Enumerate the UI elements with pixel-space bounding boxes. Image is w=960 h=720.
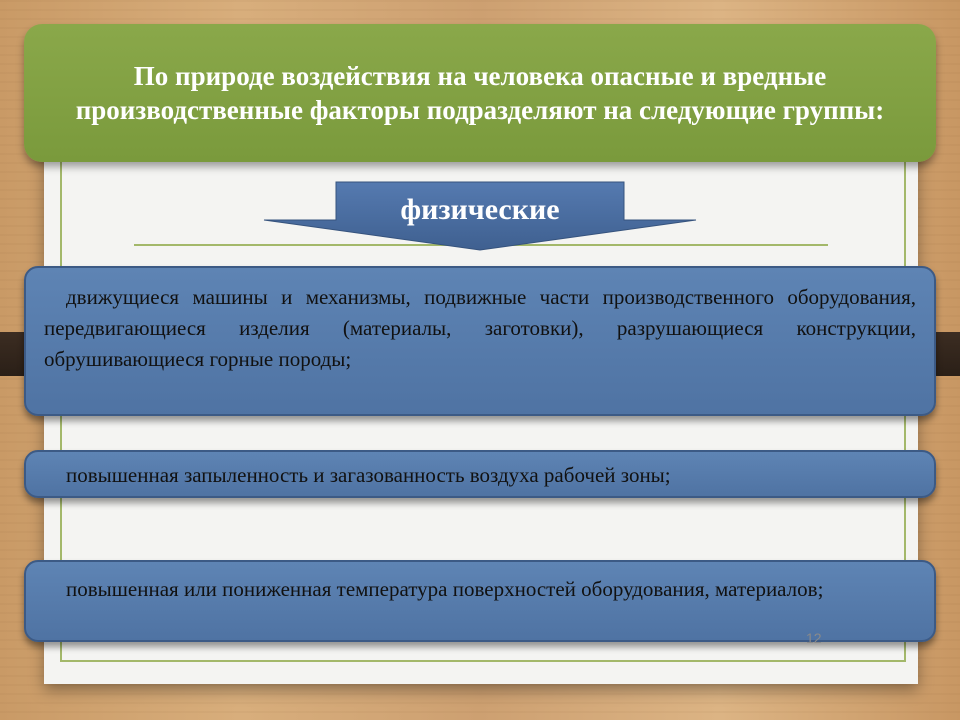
factor-text: повышенная запыленность и загазованность воздуха рабочей зоны; [66,463,671,487]
slide-title: По природе воздействия на человека опасные и вредные производственные факторы подразделяют на следующие группы: [75,61,885,125]
factor-text: движущиеся машины и механизмы, подвижные части производственного оборудования, передвигающиеся изделия (материалы, заготовки), разрушающиеся конструкции, обрушивающиеся горные породы; [44,285,916,371]
slide-title-box [24,24,936,162]
factor-item [24,450,936,498]
category-label: физические [400,193,560,226]
page-number: 12 [806,630,822,646]
factor-item [24,560,936,642]
factor-text: повышенная или пониженная температура поверхностей оборудования, материалов; [66,577,824,601]
factor-item [24,266,936,416]
